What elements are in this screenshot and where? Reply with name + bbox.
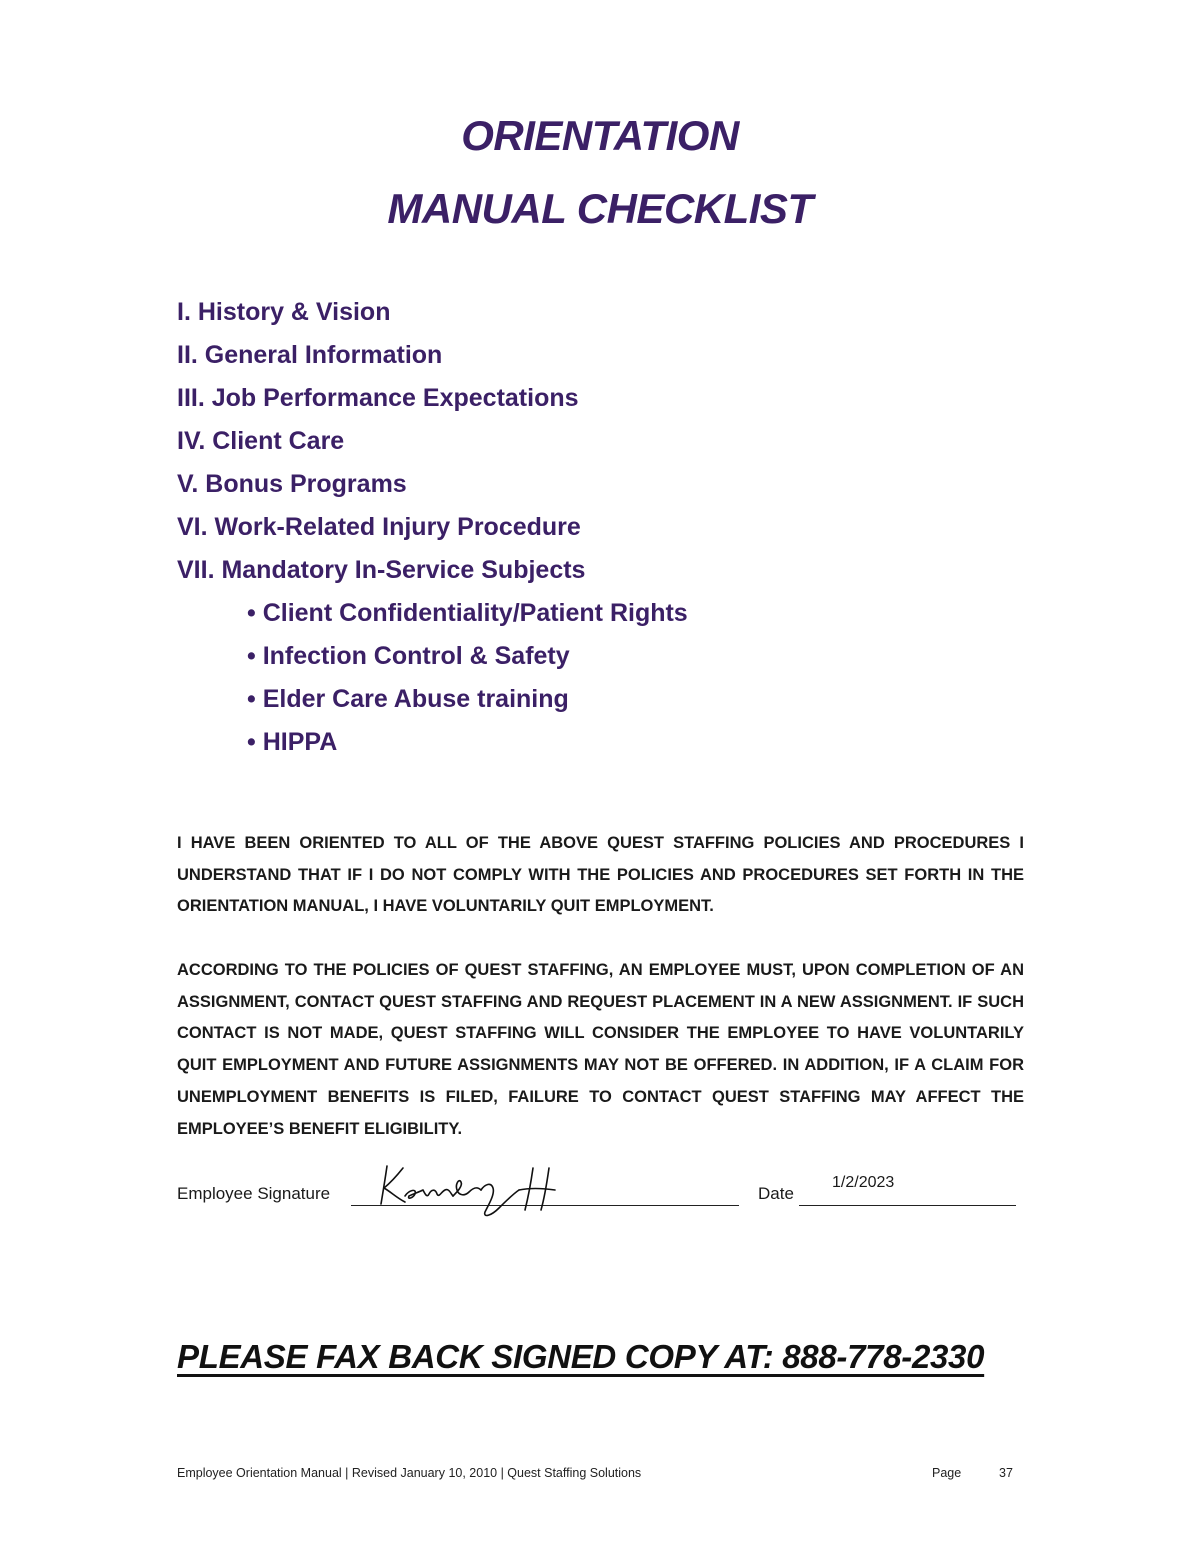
assignment-policy: ACCORDING TO THE POLICIES OF QUEST STAFFING, AN EMPLOYEE MUST, UPON COMPLETION OF AN ASSIGNMENT, CONTACT QUEST STAFFING AND REQUEST PLACEMENT IN A NEW ASSIGNMENT. IF SUCH CONTACT IS NOT MADE, QUEST STAFFING WILL CONSIDER THE EMPLOYEE TO HAVE VOLUNTARILY QUIT EMPLOYMENT AND FUTURE ASSIGNMENTS MAY NOT BE OFFERED. IN ADDITION, IF A CLAIM FOR UNEMPLOYMENT BENEFITS IS FILED, FAILURE TO CONTACT QUEST STAFFING MAY AFFECT THE EMPLOYEE’S BENEFIT ELIGIBILITY.	[177, 961, 1024, 1138]
handwritten-signature	[373, 1160, 573, 1220]
page-title-line-1: ORIENTATION	[461, 112, 739, 159]
date-value: 1/2/2023	[832, 1174, 895, 1191]
date-label: Date	[758, 1184, 794, 1203]
checklist-subitem: • HIPPA	[247, 728, 338, 756]
page-footer	[177, 1466, 1017, 1486]
page-title-line-2: MANUAL CHECKLIST	[387, 185, 813, 232]
checklist-item: VI. Work-Related Injury Procedure	[177, 513, 581, 541]
signature-row	[177, 1160, 1027, 1220]
checklist-subitem: • Infection Control & Safety	[247, 642, 570, 670]
orientation-acknowledgement: I HAVE BEEN ORIENTED TO ALL OF THE ABOVE QUEST STAFFING POLICIES AND PROCEDURES I UNDERSTAND THAT IF I DO NOT COMPLY WITH THE POLICIES AND PROCEDURES SET FORTH IN THE ORIENTATION MANUAL, I HAVE VOLUNTARILY QUIT EMPLOYMENT.	[177, 834, 1024, 916]
checklist-item: V. Bonus Programs	[177, 470, 407, 498]
signature-label: Employee Signature	[177, 1184, 331, 1203]
date-line[interactable]	[799, 1205, 1016, 1206]
checklist-subitem: • Elder Care Abuse training	[247, 685, 569, 713]
footer-text: Employee Orientation Manual | Revised January 10, 2010 | Quest Staffing Solutions	[177, 1466, 642, 1480]
fax-notice: PLEASE FAX BACK SIGNED COPY AT: 888-778-2330	[177, 1338, 985, 1375]
checklist-item: VII. Mandatory In-Service Subjects	[177, 556, 586, 584]
footer-page-number: 37	[999, 1466, 1013, 1480]
checklist	[177, 294, 688, 767]
footer-page-label: Page	[932, 1466, 962, 1480]
checklist-item: IV. Client Care	[177, 427, 345, 455]
checklist-subitem: • Client Confidentiality/Patient Rights	[247, 599, 688, 627]
checklist-item: I. History & Vision	[177, 298, 391, 326]
checklist-item: III. Job Performance Expectations	[177, 384, 579, 412]
checklist-item: II. General Information	[177, 341, 443, 369]
